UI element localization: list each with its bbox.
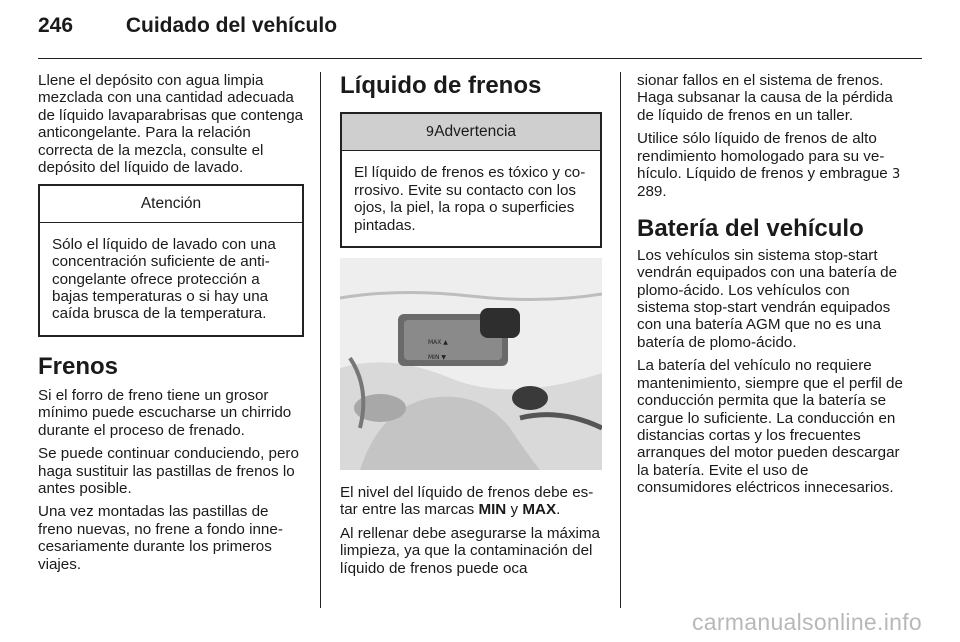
brakes-paragraph-2: Se puede continuar conduciendo, pero haga sustituir las pastillas de frenos lo antes posible. bbox=[38, 445, 299, 497]
page-title: Cuidado del vehículo bbox=[125, 14, 338, 37]
page-number: 246 bbox=[38, 14, 74, 37]
min-mark: MIN bbox=[478, 501, 507, 519]
battery-paragraph-1: Los vehículos sin sistema stop-start vendrán equipados con una batería de plomo-ácido. Los vehículos con sistema stop-start vendrán equipados con una batería AGM que no es una batería de plomo-ácido. bbox=[637, 246, 898, 351]
column-left bbox=[38, 72, 304, 579]
battery-paragraph-2: La batería del vehículo no requiere mantenimiento, siempre que el perfil de conducción permita que la batería se cargue lo suficiente. La conducción en distancias cortas y los frecuentes arranques del motor pueden descargar la batería. Evite el uso de consumidores eléctricos innecesarios. bbox=[637, 357, 903, 497]
column-middle bbox=[340, 72, 602, 583]
warning-body: El líquido de frenos es tóxico y corrosivo. Evite su contacto con los ojos, la piel, la ropa o superficies pintadas. bbox=[354, 164, 586, 234]
brake-fluid-level-paragraph bbox=[340, 484, 602, 519]
attention-box bbox=[38, 184, 304, 336]
warning-triangle-icon: 9 bbox=[425, 125, 435, 140]
photo-min-label: MIN ▼ bbox=[428, 354, 446, 362]
brake-fluid-heading: Líquido de frenos bbox=[340, 72, 542, 99]
column-divider-right bbox=[620, 72, 621, 608]
brake-fluid-reservoir-photo bbox=[340, 258, 602, 470]
page-header bbox=[38, 14, 337, 38]
level-text: El nivel del líquido de frenos debe estar entre las marcas bbox=[340, 484, 594, 519]
header-rule bbox=[38, 58, 922, 59]
attention-body: Sólo el líquido de lavado con una concentración suficiente de anticongelante ofrece protección a bajas temperaturas o si hay una caída brusca de la temperatura. bbox=[52, 235, 276, 323]
max-mark: MAX bbox=[522, 501, 557, 519]
brakes-paragraph-1: Si el forro de freno tiene un grosor mínimo puede escucharse un chirrido durante el proceso de frenado. bbox=[38, 386, 292, 439]
watermark: carmanualsonline.info bbox=[691, 609, 922, 635]
photo-max-label: MAX ▲ bbox=[428, 339, 448, 347]
spec-text: Utilice sólo líquido de frenos de alto rendimiento homologado para su vehículo. Líquido de frenos y embrague bbox=[637, 130, 892, 183]
battery-heading: Batería del vehículo bbox=[637, 214, 864, 242]
level-end: . bbox=[556, 501, 561, 519]
warning-title: Advertencia bbox=[434, 123, 517, 140]
reference-page: 289. bbox=[637, 183, 667, 201]
warning-box bbox=[340, 112, 602, 248]
washer-fluid-paragraph: Llene el depósito con agua limpia mezclada con una cantidad adecuada de líquido lavaparabrisas que contenga anticongelante. Para la relación correcta de la mezcla, consulte el depósito del líquido de lavado. bbox=[38, 72, 304, 177]
brake-failure-paragraph: sionar fallos en el sistema de frenos. Haga subsanar la causa de la pérdida de líquido de frenos en un taller. bbox=[637, 72, 893, 124]
level-and: y bbox=[506, 501, 523, 519]
attention-title: Atención bbox=[40, 186, 302, 222]
column-divider-left bbox=[320, 72, 321, 608]
brake-fluid-spec-paragraph bbox=[637, 130, 905, 201]
page-reference-icon: 3 bbox=[891, 167, 901, 183]
column-right bbox=[637, 72, 905, 503]
warning-header bbox=[342, 114, 600, 151]
brakes-heading: Frenos bbox=[38, 352, 119, 380]
brakes-paragraph-3: Una vez montadas las pastillas de freno nuevas, no frene a fondo innecesariamente durante los primeros viajes. bbox=[38, 503, 283, 573]
refill-paragraph: Al rellenar debe asegurarse la máxima limpieza, ya que la contaminación del líquido de frenos puede oca bbox=[340, 524, 601, 577]
